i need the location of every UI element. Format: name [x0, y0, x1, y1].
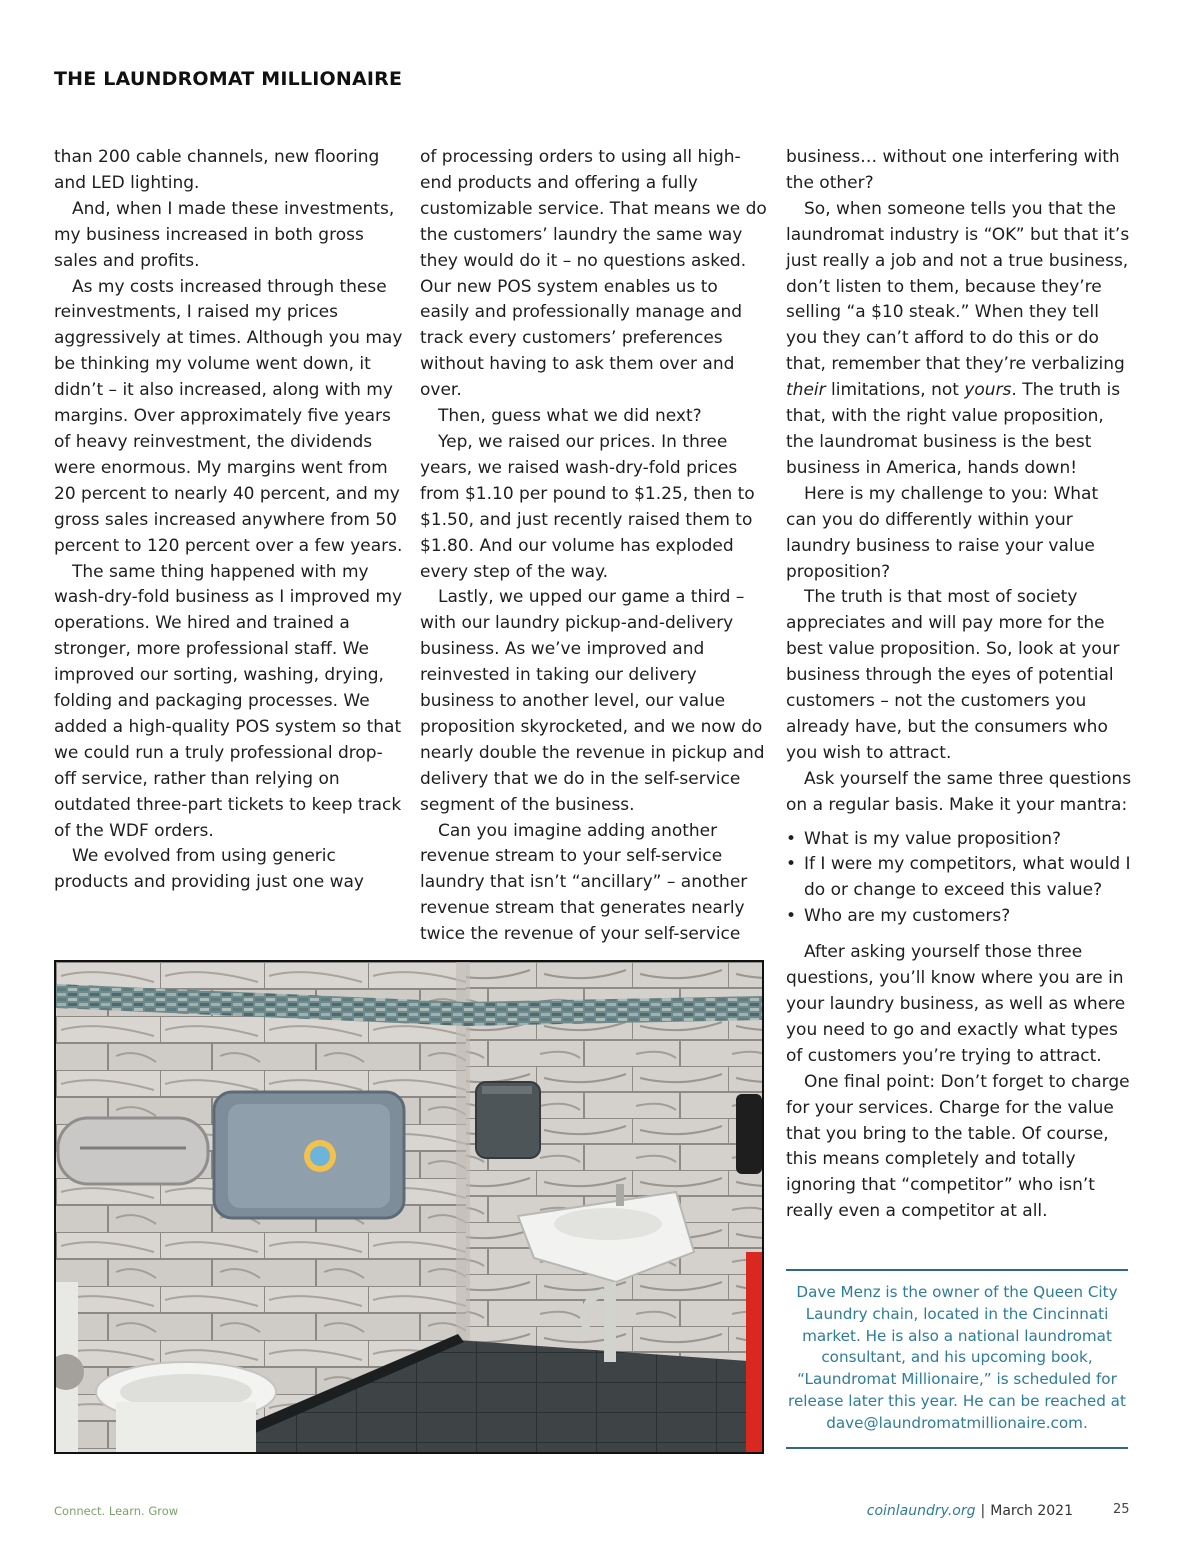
paragraph: Then, guess what we did next?	[438, 406, 702, 427]
emphasis: their	[786, 380, 826, 401]
footer-publication	[867, 1503, 1073, 1519]
paragraph: As my costs increased through these reinvestments, I raised my prices aggressively at times. Although you may be thinking my volume went down, it didn’t – it also increased, along with my margins. Over approximately five years of heavy reinvestment, the dividends were enormous. My margins went from 20 percent to nearly 40 percent, and my gross sales increased anywhere from 50 percent to 120 percent over a few years.	[54, 276, 403, 556]
restroom-photo	[54, 960, 764, 1454]
paragraph: Here is my challenge to you: What can you do differently within your laundry business to raise your value proposition?	[786, 483, 1099, 582]
paragraph: than 200 cable channels, new flooring and LED lighting.	[54, 147, 380, 193]
bullet-list	[786, 827, 1134, 931]
paragraph: business… without one interfering with the other?	[786, 147, 1120, 193]
page-number: 25	[1113, 1502, 1130, 1517]
separator: |	[980, 1503, 986, 1519]
footer-tagline: Connect. Learn. Grow	[54, 1504, 179, 1518]
author-bio: Dave Menz is the owner of the Queen City Laundry chain, located in the Cincinnati market. He is also a national laundromat consultant, and his upcoming book, “Laundromat Millionaire,” is scheduled for release later this year. He can be reached at dave@laundromatmillionaire.com.	[786, 1269, 1128, 1449]
issue-date: March 2021	[990, 1503, 1073, 1519]
list-item: • If I were my competitors, what would I do or change to exceed this value?	[786, 852, 1134, 904]
paragraph: After asking yourself those three questions, you’ll know where you are in your laundry business, as well as where you need to go and exactly what types of customers you’re trying to attract.	[786, 942, 1126, 1066]
list-item: • What is my value proposition?	[786, 827, 1134, 853]
list-item: • Who are my customers?	[786, 904, 1134, 930]
site-link[interactable]: coinlaundry.org	[866, 1503, 976, 1519]
paragraph: Lastly, we upped our game a third – with our laundry pickup-and-delivery business. As we’ve improved and reinvested in taking our delivery business to another level, our value proposition skyrocketed, and we now do nearly double the revenue in pickup and delivery that we do in the self-service segment of the business.	[420, 587, 765, 815]
article-column-2	[420, 145, 768, 948]
emphasis: yours	[964, 380, 1012, 401]
paragraph: of processing orders to using all high-end products and offering a fully customizable service. That means we do the customers’ laundry the same way they would do it – no questions asked. Our new POS system enables us to easily and professionally manage and track every customers’ preferences without having to ask them over and over.	[420, 147, 767, 401]
article-column-1	[54, 145, 404, 896]
paragraph: Yep, we raised our prices. In three years, we raised wash-dry-fold prices from $1.10 per pound to $1.25, then to $1.50, and just recently raised them to $1.80. And our volume has exploded every step of the way.	[420, 431, 755, 582]
article-column-3	[786, 145, 1134, 1225]
text-run: So, when someone tells you that the laundromat industry is “OK” but that it’s just really a job and not a true business, don’t listen to them, because they’re selling “a $10 steak.” When they tell you they can’t afford to do this or do that, remember that they’re verbalizing	[786, 198, 1130, 375]
paragraph: One final point: Don’t forget to charge for your services. Charge for the value that you bring to the table. Of course, this means completely and totally ignoring that “competitor” who isn’t really even a competitor at all.	[786, 1071, 1130, 1222]
paragraph: We evolved from using generic products and providing just one way	[54, 846, 364, 893]
text-run: . The truth is that, with the right value proposition, the laundromat business is the best business in America, hands down!	[786, 380, 1121, 478]
paragraph: Ask yourself the same three questions on a regular basis. Make it your mantra:	[786, 768, 1132, 815]
paragraph: The same thing happened with my wash-dry-fold business as I improved my operations. We hired and trained a stronger, more professional staff. We improved our sorting, washing, drying, folding and packaging processes. We added a high-quality POS system so that we could run a truly professional drop-off service, rather than relying on outdated three-part tickets to keep track of the WDF orders.	[54, 561, 403, 841]
paragraph: The truth is that most of society appreciates and will pay more for the best value proposition. So, look at your business through the eyes of potential customers – not the customers you already have, but the consumers who you wish to attract.	[786, 587, 1120, 763]
section-title: THE LAUNDROMAT MILLIONAIRE	[54, 68, 403, 90]
paragraph	[786, 197, 1134, 482]
paragraph: Can you imagine adding another revenue stream to your self-service laundry that isn’t “ancillary” – another revenue stream that generates nearly twice the revenue of your self-service	[420, 820, 748, 945]
text-run: limitations, not	[825, 380, 965, 401]
paragraph: And, when I made these investments, my business increased in both gross sales and profits.	[54, 198, 395, 271]
